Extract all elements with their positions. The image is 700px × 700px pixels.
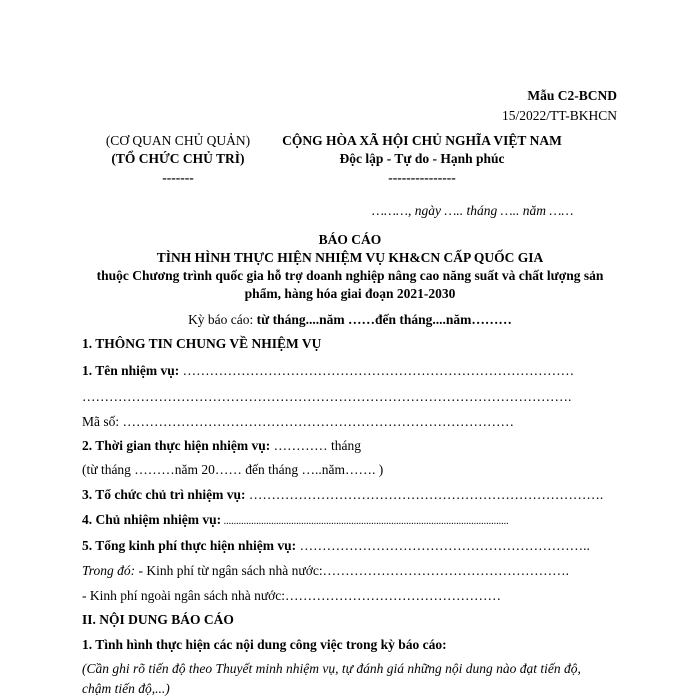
task-lead-row xyxy=(82,512,509,528)
header-left-organization: (TỔ CHỨC CHỦ TRÌ) xyxy=(111,151,245,166)
budget-within-label: Trong đó: xyxy=(82,563,136,578)
form-code: Mẫu C2-BCND xyxy=(527,88,617,103)
organization-field[interactable]: ……………………………………………………………………. xyxy=(245,487,604,502)
task-name-field[interactable]: …………………………………………………………………………… xyxy=(179,363,575,378)
task-name-row xyxy=(82,363,574,379)
header-left-agency: (CƠ QUAN CHỦ QUẢN) xyxy=(105,133,251,148)
duration-field[interactable]: ………… tháng xyxy=(270,438,361,453)
report-program-line1: thuộc Chương trình quốc gia hỗ trợ doanh nghiệp nâng cao năng suất và chất lượng sản xyxy=(96,268,604,283)
task-code-field[interactable]: Mã số: …………………………………………………………………………… xyxy=(82,414,514,429)
task-name-label: 1. Tên nhiệm vụ: xyxy=(82,363,180,378)
report-program-line2: phẩm, hàng hóa giai đoạn 2021-2030 xyxy=(244,286,456,301)
budget-label: 5. Tổng kinh phí thực hiện nhiệm vụ: xyxy=(82,538,297,553)
task-name-field-line2[interactable]: ………………………………………………………………………………………………. xyxy=(82,389,572,404)
section2-item1: 1. Tình hình thực hiện các nội dung công việc trong kỳ báo cáo: xyxy=(82,637,447,652)
reporting-period-label: Kỳ báo cáo: xyxy=(188,312,257,327)
header-right-dash: --------------- xyxy=(388,170,456,185)
header-right-motto: Độc lập - Tự do - Hạnh phúc xyxy=(339,151,505,166)
section1-heading: 1. THÔNG TIN CHUNG VỀ NHIỆM VỤ xyxy=(82,336,322,351)
budget-state-field[interactable]: - Kinh phí từ ngân sách nhà nước:………………………………………………. xyxy=(135,563,569,578)
task-lead-label: 4. Chủ nhiệm nhiệm vụ: xyxy=(82,512,222,527)
task-lead-field[interactable]: .................................................................................................................. xyxy=(221,516,509,527)
header-right-country: CỘNG HÒA XÃ HỘI CHỦ NGHĨA VIỆT NAM xyxy=(282,133,562,148)
budget-row xyxy=(82,538,590,554)
section2-note-line1: (Cần ghi rõ tiến độ theo Thuyết minh nhiệm vụ, tự đánh giá những nội dung nào đạt tiến độ, xyxy=(82,661,581,676)
duration-range-field[interactable]: (từ tháng ………năm 20…… đến tháng …..năm……. ) xyxy=(82,462,384,477)
duration-row xyxy=(82,438,361,454)
budget-other-field[interactable]: - Kinh phí ngoài ngân sách nhà nước:………………………………………… xyxy=(82,588,502,603)
budget-field[interactable]: ……………………………………………………….. xyxy=(296,538,590,553)
organization-label: 3. Tổ chức chủ trì nhiệm vụ: xyxy=(82,487,246,502)
report-title: BÁO CÁO xyxy=(318,232,382,247)
budget-state-row xyxy=(82,563,569,579)
report-subtitle: TÌNH HÌNH THỰC HIỆN NHIỆM VỤ KH&CN CẤP QUỐC GIA xyxy=(156,250,544,265)
section2-note-line2: chậm tiến độ,...) xyxy=(82,681,170,696)
organization-row xyxy=(82,487,603,503)
header-left-dash: ------- xyxy=(162,170,194,185)
date-line: ………, ngày ….. tháng ….. năm …… xyxy=(372,203,574,218)
duration-label: 2. Thời gian thực hiện nhiệm vụ: xyxy=(82,438,271,453)
circular-number: 15/2022/TT-BKHCN xyxy=(501,108,617,123)
reporting-period xyxy=(0,312,700,328)
section2-heading: II. NỘI DUNG BÁO CÁO xyxy=(82,612,234,627)
reporting-period-value: từ tháng....năm ……đến tháng....năm……… xyxy=(256,312,512,327)
